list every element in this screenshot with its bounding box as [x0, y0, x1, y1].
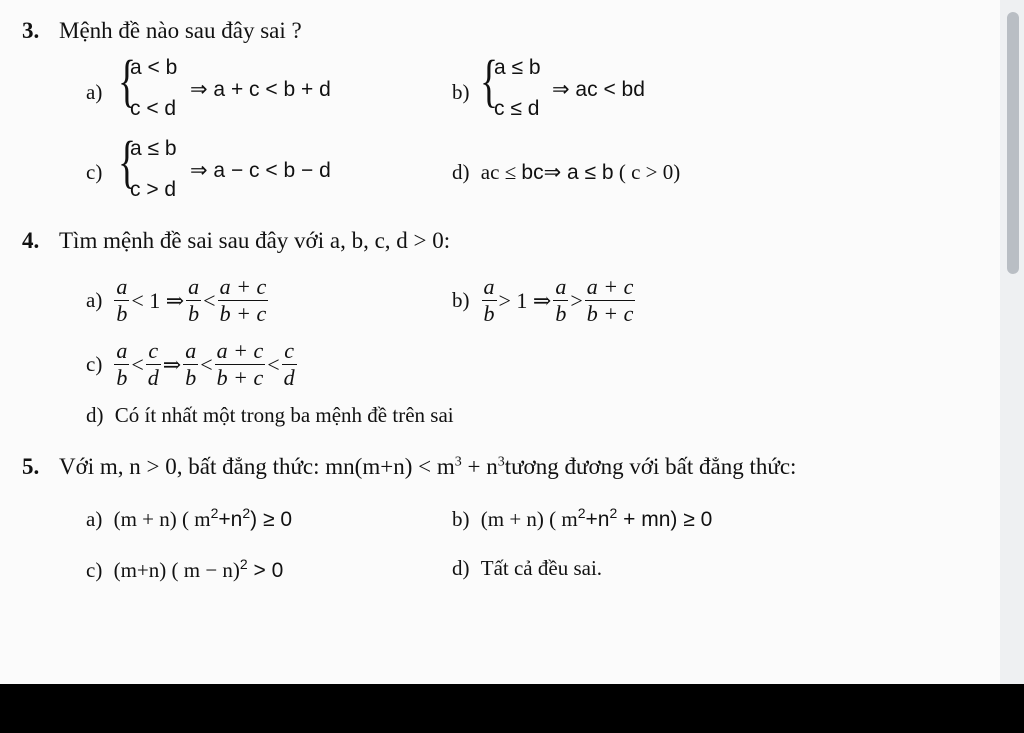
q5-option-d [452, 556, 602, 581]
operator: < [203, 287, 216, 313]
q4-option-d-text: Có ít nhất một trong ba mệnh đề trên sai [114, 403, 454, 427]
q5-option-d-label: d) [452, 556, 470, 580]
question-text-after: tương đương với bất đẳng thức: [504, 454, 797, 479]
question-text: Mệnh đề nào sau đây sai ? [59, 18, 302, 43]
question-3 [22, 18, 302, 44]
expression-part: ) ≥ 0 [250, 508, 292, 531]
fraction [218, 276, 269, 325]
operator: > [570, 287, 583, 313]
q4-option-a-label: a) [86, 288, 103, 312]
fraction [114, 276, 129, 325]
q5-option-b [452, 505, 712, 532]
exponent: 2 [242, 505, 251, 521]
q3-b-line1: a ≤ b [494, 56, 541, 79]
q4-option-c [86, 340, 299, 389]
expression-part: (m+n) ( m − n) [113, 558, 240, 582]
exponent: 3 [497, 454, 505, 470]
fraction [114, 340, 129, 389]
question-text-before: Với m, n > 0, bất đẳng thức: mn(m+n) < m [59, 454, 455, 479]
numerator: c [284, 338, 295, 363]
fraction [553, 276, 568, 325]
q3-a-conclusion: ⇒ a + c < b + d [190, 78, 331, 101]
numerator: a + c [586, 274, 634, 299]
q4-option-d [86, 403, 454, 428]
question-number: 5. [22, 454, 40, 479]
question-number: 3. [22, 18, 40, 43]
q4-option-d-label: d) [86, 403, 104, 427]
q3-d-expr3: ( c > 0) [613, 160, 681, 184]
q4-option-c-label: c) [86, 352, 103, 376]
denominator: d [283, 365, 295, 390]
denominator: b + c [586, 301, 634, 326]
q4-option-a [86, 276, 270, 325]
q3-b-line2: c ≤ d [494, 97, 540, 120]
q3-d-expr1: ac ≤ [480, 160, 522, 184]
operator: ⇒ [162, 351, 182, 377]
numerator: a [116, 274, 128, 299]
denominator: b [555, 301, 567, 326]
numerator: a [116, 338, 128, 363]
exponent: 2 [210, 505, 219, 521]
brace-icon: { [118, 48, 137, 113]
exponent: 2 [577, 505, 586, 521]
fraction [146, 340, 161, 389]
scrollbar-thumb[interactable] [1007, 12, 1019, 274]
denominator: b [116, 301, 128, 326]
q5-option-c-label: c) [86, 558, 103, 582]
operator: < [267, 351, 280, 377]
fraction [482, 276, 497, 325]
expression-part: (m + n) ( m [113, 507, 211, 531]
fraction [282, 340, 297, 389]
numerator: a [188, 274, 200, 299]
q3-option-d-label: d) [452, 160, 470, 184]
fraction [585, 276, 636, 325]
q3-c-conclusion: ⇒ a − c < b − d [190, 159, 331, 182]
numerator: a + c [219, 274, 267, 299]
fraction [215, 340, 266, 389]
q3-b-conclusion: ⇒ ac < bd [552, 78, 645, 101]
question-text: Tìm mệnh đề sai sau đây với a, b, c, d > 0: [59, 228, 451, 253]
expression-part: (m + n) ( m [480, 507, 578, 531]
exponent: 2 [609, 505, 618, 521]
operator: < [200, 351, 213, 377]
operator: > 1 ⇒ [498, 287, 552, 313]
operator: < 1 ⇒ [131, 287, 185, 313]
expression-part: > 0 [247, 559, 284, 582]
numerator: a [555, 274, 567, 299]
denominator: b [188, 301, 200, 326]
denominator: b + c [219, 301, 267, 326]
q5-option-d-text: Tất cả đều sai. [480, 556, 603, 580]
q5-option-a-label: a) [86, 507, 103, 531]
q3-c-line1: a ≤ b [130, 137, 177, 160]
brace-icon: { [118, 129, 137, 194]
expression-part: + mn) ≥ 0 [617, 508, 713, 531]
q5-option-b-label: b) [452, 507, 470, 531]
question-5 [22, 454, 796, 480]
numerator: a + c [216, 338, 264, 363]
exponent: 3 [454, 454, 462, 470]
bottom-bar [0, 684, 1024, 733]
q3-a-line1: a < b [130, 56, 178, 79]
numerator: c [148, 338, 159, 363]
denominator: b + c [216, 365, 264, 390]
q3-a-line2: c < d [130, 97, 177, 120]
numerator: a [185, 338, 197, 363]
question-4 [22, 228, 450, 254]
question-text-mid: + n [461, 454, 498, 479]
operator: < [131, 351, 144, 377]
exponent: 2 [239, 556, 248, 572]
denominator: d [147, 365, 159, 390]
fraction [186, 276, 201, 325]
expression-part: +n [218, 508, 243, 531]
q3-option-a-label: a) [86, 80, 103, 104]
q3-option-d [452, 160, 680, 185]
fraction [183, 340, 198, 389]
expression-part: +n [585, 508, 610, 531]
question-number: 4. [22, 228, 40, 253]
q3-d-expr2: bc⇒ a ≤ b [521, 161, 614, 184]
brace-icon: { [480, 48, 499, 113]
denominator: b [185, 365, 197, 390]
q5-option-a [86, 505, 292, 532]
q3-c-line2: c > d [130, 178, 177, 201]
q3-option-c-label: c) [86, 160, 103, 184]
q4-option-b [452, 276, 637, 325]
q4-option-b-label: b) [452, 288, 470, 312]
q5-option-c [86, 556, 283, 583]
denominator: b [483, 301, 495, 326]
q3-option-b-label: b) [452, 80, 470, 104]
numerator: a [483, 274, 495, 299]
denominator: b [116, 365, 128, 390]
